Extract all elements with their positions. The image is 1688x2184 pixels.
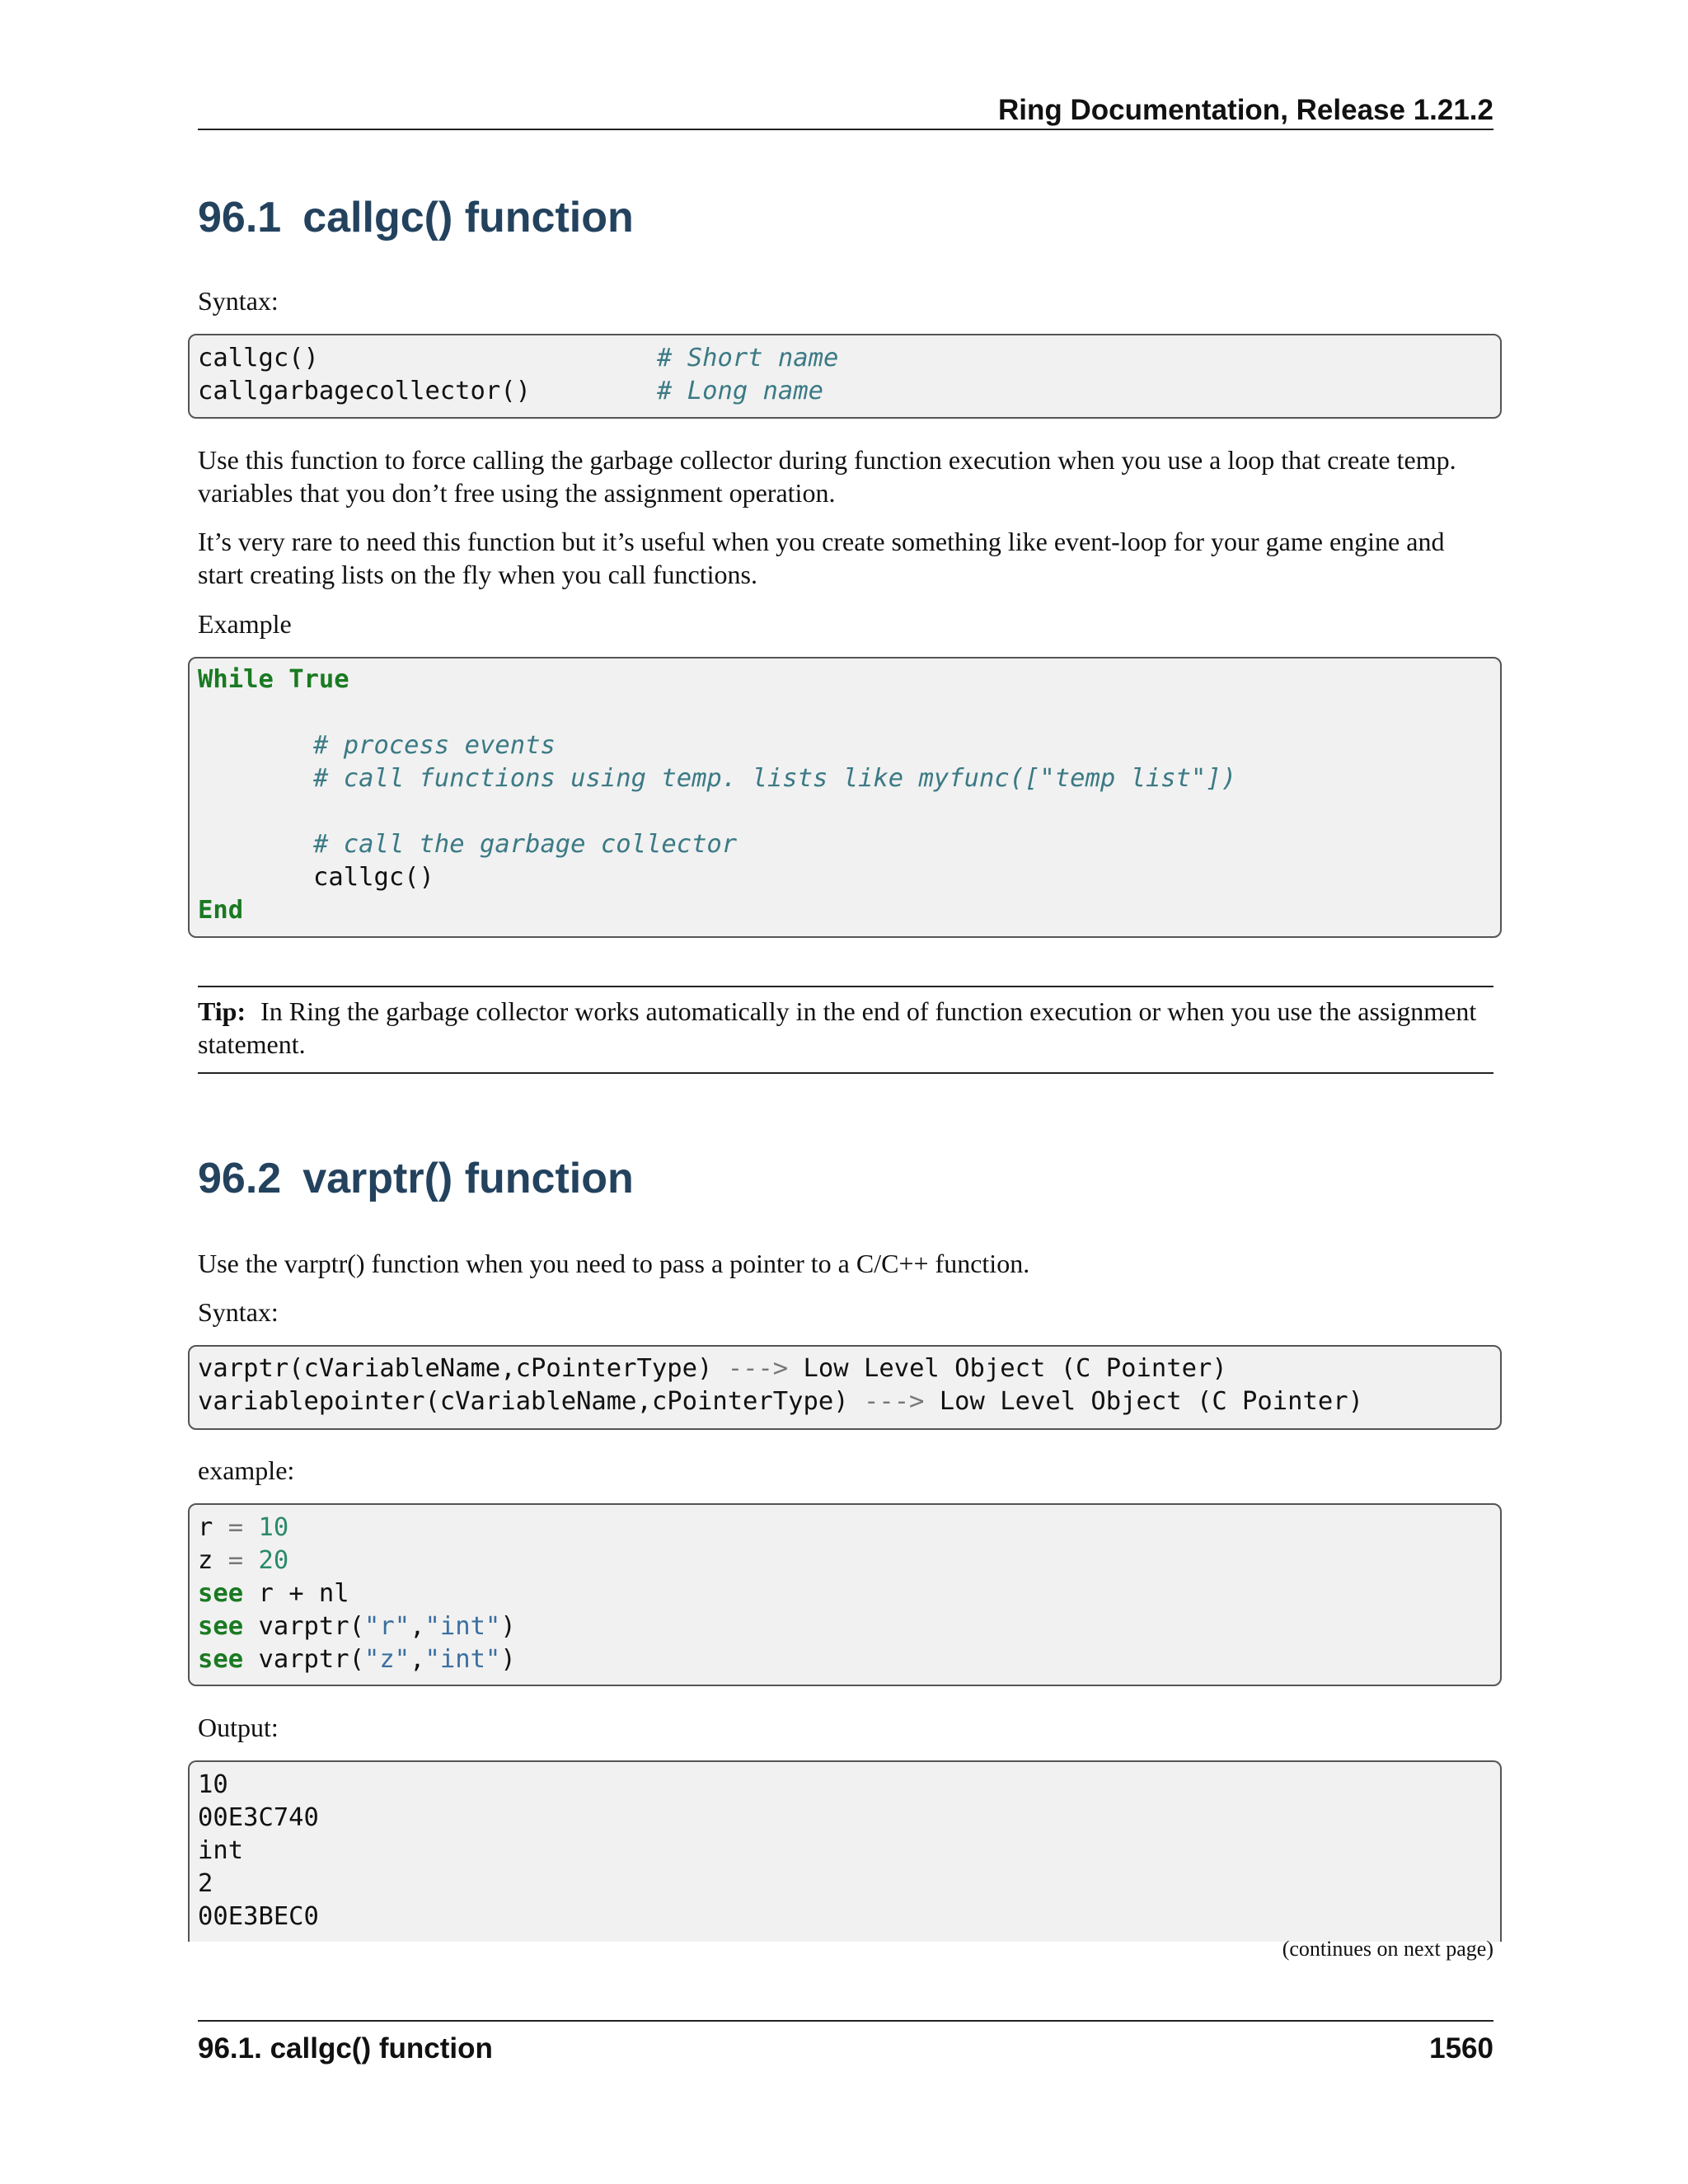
output-line: 2 [198,1869,213,1898]
page-number: 1560 [1429,2032,1493,2064]
code-comment: # call functions using temp. lists like myfunc(["temp list"]) [313,764,1237,793]
code-comment: # call the garbage collector [313,830,738,859]
code-line: callgarbagecollector() [198,377,531,405]
code-comment: # Long name [657,377,823,405]
code-line: z = 20 [198,1546,289,1575]
output-line: int [198,1836,244,1865]
section-title-text: callgc() function [302,194,634,241]
tip-admonition [198,995,1493,1061]
section-number: 96.1 [198,194,282,241]
example-label: example: [198,1455,295,1485]
code-line: varptr(cVariableName,cPointerType) ---> Low Level Object (C Pointer) [198,1354,1227,1383]
description-paragraph: Use this function to force calling the garbage collector during function execution when you use a loop that create temp. variables that you don’t free using the assignment operation. [198,445,1456,508]
code-comment: # process events [313,731,556,760]
running-header: Ring Documentation, Release 1.21.2 [997,94,1493,126]
code-line: see varptr("z","int") [198,1645,516,1674]
tip-bottom-rule [198,1072,1493,1074]
section-number: 96.2 [198,1155,282,1202]
code-comment: # Short name [657,344,839,373]
output-line: 10 [198,1770,228,1799]
section-heading-callgc [198,191,1493,244]
output-label: Output: [198,1713,279,1742]
code-line: r = 10 [198,1513,289,1542]
code-line: see varptr("r","int") [198,1612,516,1641]
code-block-example [188,657,1502,938]
section-title-text: varptr() function [302,1155,634,1202]
tip-text: In Ring the garbage collector works automatically in the end of function execution or when you use the assignment statement. [198,996,1477,1059]
tip-label: Tip: [198,996,246,1026]
example-label: Example [198,609,292,639]
intro-paragraph: Use the varptr() function when you need to pass a pointer to a C/C++ function. [198,1249,1030,1278]
code-line: callgc() [313,863,434,892]
section-heading-varptr [198,1152,1493,1205]
syntax-label: Syntax: [198,1297,279,1327]
code-line: End [198,896,244,925]
continues-note: (continues on next page) [1282,1937,1493,1961]
code-line: variablepointer(cVariableName,cPointerType) ---> Low Level Object (C Pointer) [198,1387,1363,1416]
description-paragraph: It’s very rare to need this function but it’s useful when you create something like event-loop for your game engine and start creating lists on the fly when you call functions. [198,527,1445,589]
code-line: callgc() [198,344,319,373]
output-line: 00E3BEC0 [198,1902,319,1931]
tip-top-rule [198,986,1493,987]
output-line: 00E3C740 [198,1803,319,1832]
code-line: see r + nl [198,1579,349,1608]
footer-section-title: 96.1. callgc() function [198,2032,493,2064]
header-rule [198,129,1493,130]
code-line: While True [198,665,349,694]
code-block-output [188,1760,1502,1942]
footer-rule [198,2020,1493,2022]
syntax-label: Syntax: [198,286,279,316]
